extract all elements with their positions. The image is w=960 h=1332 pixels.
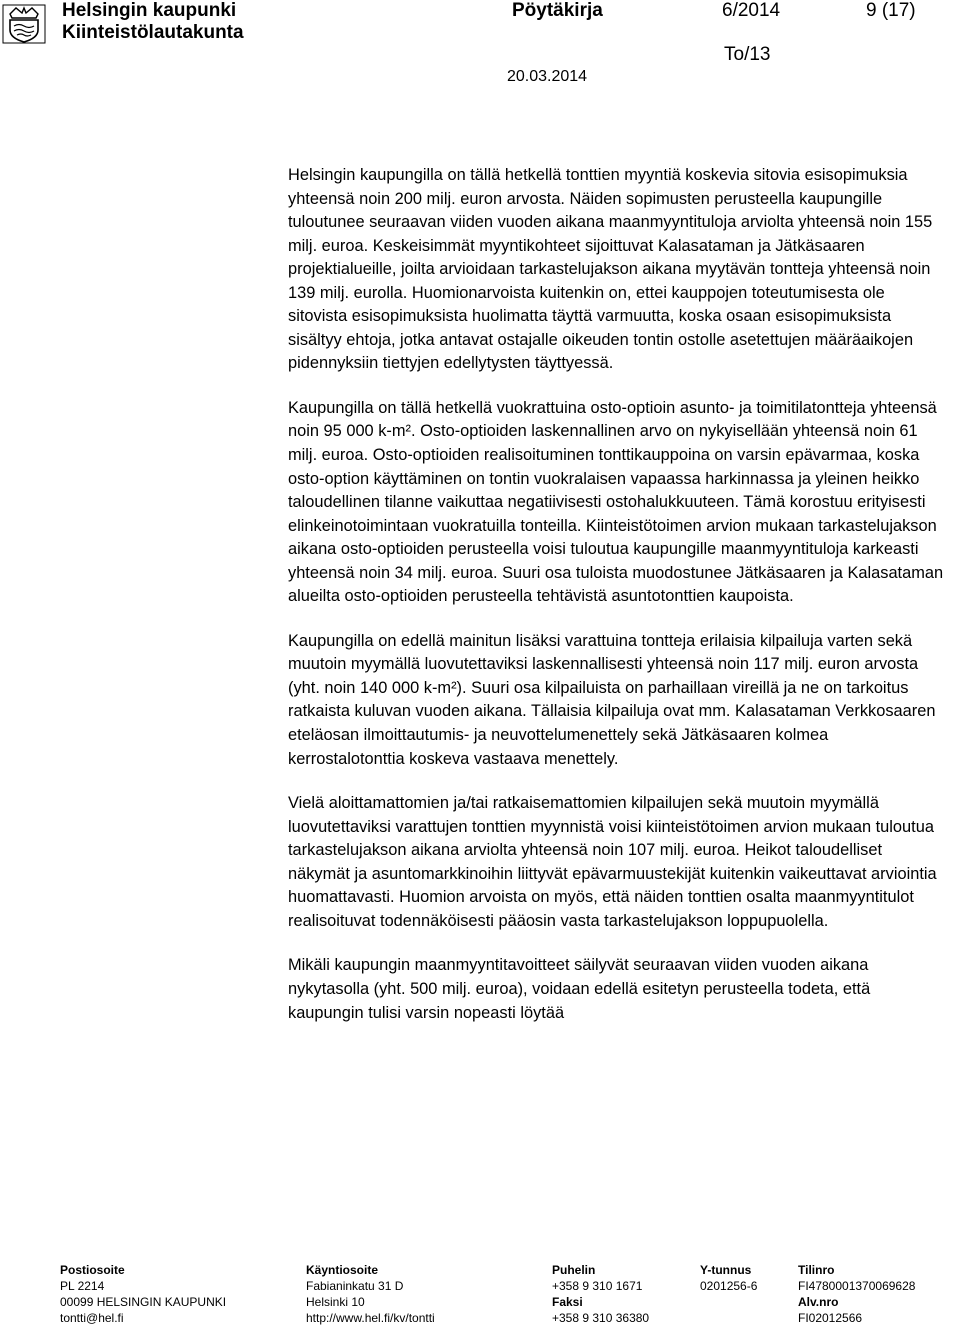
footer-email: tontti@hel.fi	[60, 1311, 124, 1325]
footer-visit-address	[306, 1262, 435, 1326]
footer-label: Käyntiosoite	[306, 1263, 379, 1277]
board-name: Kiinteistölautakunta	[62, 22, 244, 43]
footer-line: 0201256-6	[700, 1279, 758, 1293]
footer-line: 00099 HELSINGIN KAUPUNKI	[60, 1295, 227, 1309]
document-body	[288, 164, 944, 1046]
footer-label: Tilinro	[798, 1263, 835, 1277]
page-footer	[0, 1262, 960, 1332]
footer-line: PL 2214	[60, 1279, 105, 1293]
section-code: To/13	[724, 44, 771, 65]
paragraph: Helsingin kaupungilla on tällä hetkellä tonttien myyntiä koskevia sitovia esisopimuksia yhteensä noin 200 milj. euron arvosta. Näiden sopimusten perusteella kaupungille tuloutunee seuraavan viiden vuoden aikana maanmyyntituloja arviolta yhteensä noin 155 milj. euroa. Keskeisimmät myyntikohteet sijoittuvat Kalasataman ja Jätkäsaaren projektialueille, joilta arvioidaan tarkastelujakson aikana myytävän tontteja yhteensä noin 139 milj. eurolla. Huomionarvoista kuitenkin on, ettei kauppojen toteutumisesta ole sitovista esisopimuksista huolimatta täyttä varmuutta, koska osaan esisopimuksista sisältyy ehtoja, jotka antavat ostajalle oikeuden tontin ostolle asetettujen määräaikojen pidennyksiin tiettyjen edellytysten täyttyessä.	[288, 166, 933, 373]
footer-postal-address	[60, 1262, 226, 1326]
footer-line: Fabianinkatu 31 D	[306, 1279, 404, 1293]
page-number: 9 (17)	[866, 0, 916, 21]
footer-label: Postiosoite	[60, 1263, 125, 1277]
footer-label: Alv.nro	[798, 1295, 839, 1309]
meeting-date: 20.03.2014	[507, 68, 588, 85]
paragraph: Mikäli kaupungin maanmyyntitavoitteet säilyvät seuraavan viiden vuoden aikana nykytasolla (yht. 500 milj. euroa), voidaan edellä esitetyn perusteella todeta, että kaupungin tulisi varsin nopeasti löytää	[288, 956, 871, 1022]
paragraph: Vielä aloittamattomien ja/tai ratkaisemattomien kilpailujen sekä muutoin myymällä luovutettaviksi varattujen tonttien myynnistä voisi kiinteistötoimen arvion mukaan tuloutua tarkastelujakson aikana arviolta yhteensä noin 107 milj. euroa. Heikot taloudelliset näkymät ja asuntomarkkinoihin liittyvät epävarmuustekijät kuitenkin vaikeuttavat arviointia huomattavasti. Huomion arvoista on myös, että näiden tonttien osalta maanmyyntitulot realisoituvat todennäköisesti pääosin vasta tarkastelujakson loppupuolella.	[288, 794, 937, 930]
footer-line: FI4780001370069628	[798, 1279, 916, 1293]
footer-line: Helsinki 10	[306, 1295, 365, 1309]
paragraph: Kaupungilla on tällä hetkellä vuokrattuina osto-optioin asunto- ja toimitilatontteja yhteensä noin 95 000 k-m². Osto-optioiden laskennallinen arvo on nykyisellään yhteensä noin 61 milj. euroa. Osto-optioiden realisoituminen tonttikauppoina on varsin epävarmaa, koska osto-option käyttäminen on tontin vuokralaisen vapaassa harkinnassa ja yleinen heikko taloudellinen tilanne vaikuttaa negatiivisesti ostohalukkuuteen. Tämä korostuu erityisesti elinkeinotoimintaan vuokratuilla tonteilla. Kiinteistötoimen arvion mukaan tarkastelujakson aikana osto-optioiden perusteella voisi tuloutua kaupungille maanmyyntituloja karkeasti yhteensä noin 34 milj. euroa. Suuri osa tuloista muodostunee Jätkäsaaren ja Kalasataman alueilta osto-optioiden perusteella tehtävistä asuntotonttien kaupoista.	[288, 398, 944, 606]
footer-label: Puhelin	[552, 1263, 596, 1277]
footer-account	[798, 1262, 915, 1326]
footer-line: +358 9 310 1671	[552, 1279, 643, 1293]
footer-line: FI02012566	[798, 1311, 863, 1325]
footer-label: Y-tunnus	[700, 1263, 752, 1277]
footer-business-id	[700, 1262, 757, 1294]
footer-line: +358 9 310 36380	[552, 1311, 650, 1325]
doc-type: Pöytäkirja	[512, 0, 603, 21]
helsinki-crest-logo	[2, 4, 46, 44]
paragraph: Kaupungilla on edellä mainitun lisäksi varattuina tontteja erilaisia kilpailuja varten sekä muutoin myymällä luovutettaviksi laskennallisesti yhteensä noin 117 milj. euron arvosta (yht. noin 140 000 k-m²). Suuri osa kilpailuista on parhaillaan vireillä ja ne on tarkoitus ratkaista kuluvan vuoden aikana. Tällaisia kilpailuja ovat mm. Kalasataman Verkkosaaren eteläosan ilmoittautumis- ja neuvottelumenettely sekä Jätkäsaaren kolmea kerrostalotonttia koskeva vastaava menettely.	[288, 631, 936, 768]
doc-number: 6/2014	[722, 0, 781, 21]
footer-label: Faksi	[552, 1295, 583, 1309]
footer-phone	[552, 1262, 649, 1326]
org-name: Helsingin kaupunki	[62, 0, 237, 21]
footer-url: http://www.hel.fi/kv/tontti	[306, 1311, 435, 1325]
